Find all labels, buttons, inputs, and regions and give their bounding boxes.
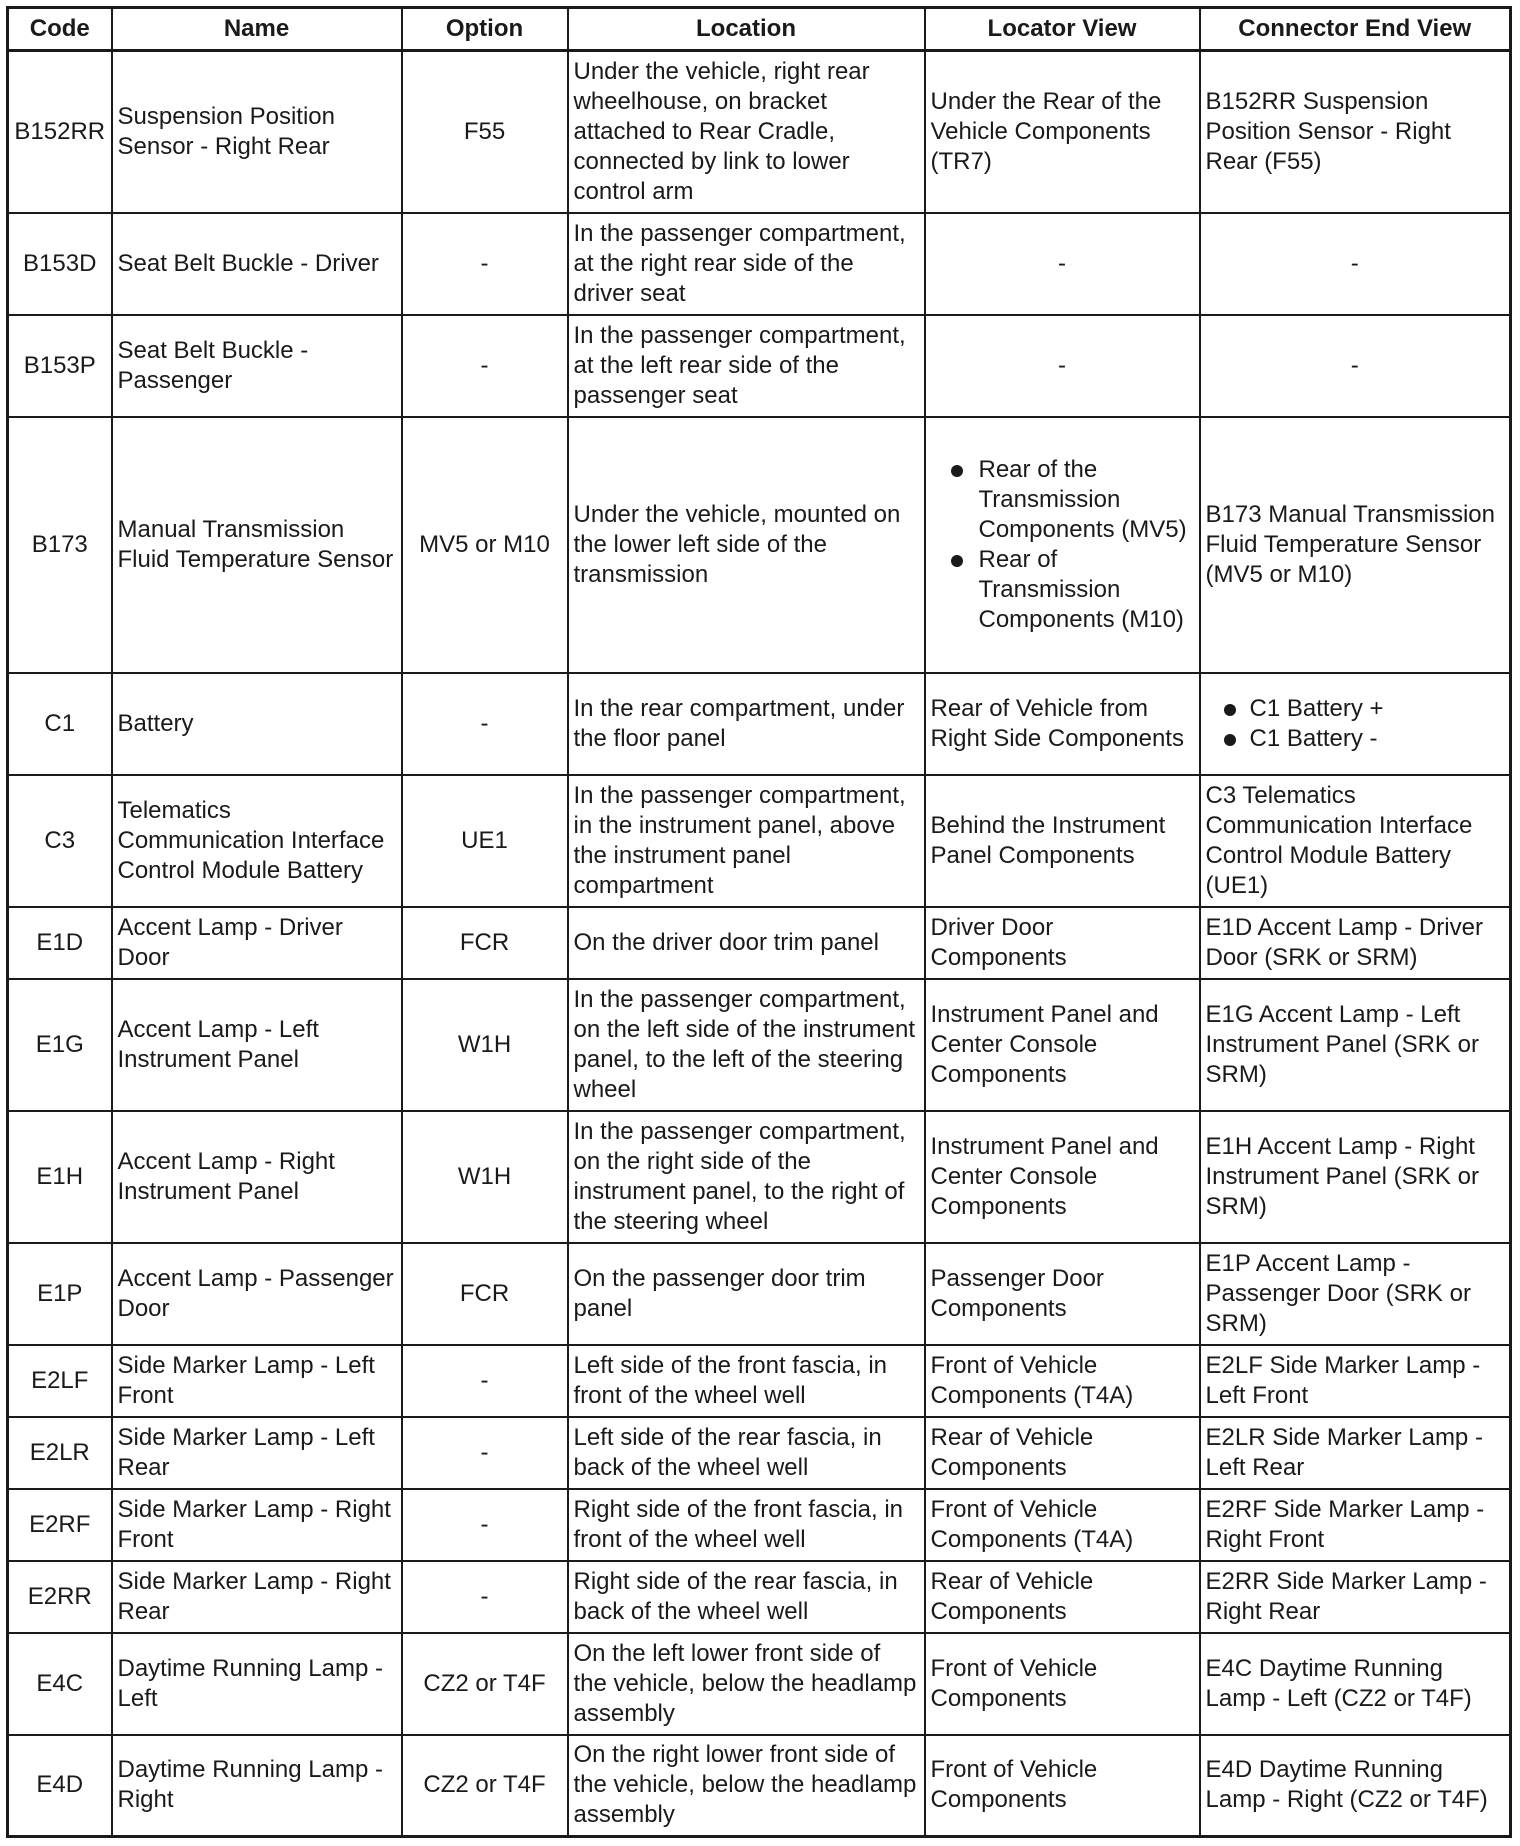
cell-locator-view	[925, 417, 1200, 673]
cell-name: Suspension Position Sensor - Right Rear	[112, 51, 402, 213]
cell-location: Right side of the rear fascia, in back of the wheel well	[568, 1561, 925, 1633]
list-item: C1 Battery -	[1206, 724, 1505, 754]
cell-name: Battery	[112, 673, 402, 775]
cell-option: MV5 or M10	[402, 417, 568, 673]
cell-location: Under the vehicle, right rear wheelhouse, on bracket attached to Rear Cradle, connected by link to lower control arm	[568, 51, 925, 213]
cell-code: B153D	[8, 213, 112, 315]
cell-locator-view: Front of Vehicle Components (T4A)	[925, 1345, 1200, 1417]
table-row	[8, 1735, 1511, 1837]
cell-locator-view: Passenger Door Components	[925, 1243, 1200, 1345]
table-row	[8, 1489, 1511, 1561]
cell-connector-end-view: E1G Accent Lamp - Left Instrument Panel (SRK or SRM)	[1200, 979, 1511, 1111]
cell-location: On the driver door trim panel	[568, 907, 925, 979]
cell-code: C3	[8, 775, 112, 907]
cell-option: F55	[402, 51, 568, 213]
cell-locator-view: Rear of Vehicle Components	[925, 1417, 1200, 1489]
cell-connector-end-view: -	[1200, 213, 1511, 315]
cell-location: Under the vehicle, mounted on the lower left side of the transmission	[568, 417, 925, 673]
cell-connector-end-view: E1H Accent Lamp - Right Instrument Panel (SRK or SRM)	[1200, 1111, 1511, 1243]
table-row	[8, 417, 1511, 673]
cell-locator-view: -	[925, 213, 1200, 315]
cell-option: CZ2 or T4F	[402, 1735, 568, 1837]
header-location: Location	[568, 8, 925, 51]
cell-code: E1H	[8, 1111, 112, 1243]
cell-option: -	[402, 1345, 568, 1417]
cell-connector-end-view: E1D Accent Lamp - Driver Door (SRK or SRM)	[1200, 907, 1511, 979]
cell-name: Seat Belt Buckle - Passenger	[112, 315, 402, 417]
cell-name: Manual Transmission Fluid Temperature Sensor	[112, 417, 402, 673]
header-locator-view: Locator View	[925, 8, 1200, 51]
connector-end-view-list	[1206, 694, 1505, 754]
cell-locator-view: Behind the Instrument Panel Components	[925, 775, 1200, 907]
cell-option: CZ2 or T4F	[402, 1633, 568, 1735]
table-row	[8, 1111, 1511, 1243]
cell-option: -	[402, 1489, 568, 1561]
cell-option: W1H	[402, 979, 568, 1111]
table-row	[8, 907, 1511, 979]
cell-code: E1D	[8, 907, 112, 979]
cell-code: B152RR	[8, 51, 112, 213]
cell-code: E2RR	[8, 1561, 112, 1633]
cell-name: Accent Lamp - Driver Door	[112, 907, 402, 979]
list-item: Rear of the Transmission Components (MV5)	[931, 455, 1194, 545]
cell-location: On the left lower front side of the vehicle, below the headlamp assembly	[568, 1633, 925, 1735]
cell-code: E2RF	[8, 1489, 112, 1561]
cell-code: E1G	[8, 979, 112, 1111]
cell-code: B173	[8, 417, 112, 673]
cell-location: In the passenger compartment, on the right side of the instrument panel, to the right of the steering wheel	[568, 1111, 925, 1243]
component-locator-table	[6, 6, 1512, 1838]
table-row	[8, 51, 1511, 213]
cell-connector-end-view: -	[1200, 315, 1511, 417]
cell-location: In the passenger compartment, in the instrument panel, above the instrument panel compartment	[568, 775, 925, 907]
cell-name: Accent Lamp - Right Instrument Panel	[112, 1111, 402, 1243]
cell-code: E2LF	[8, 1345, 112, 1417]
table-row	[8, 1633, 1511, 1735]
cell-option: -	[402, 673, 568, 775]
cell-code: E2LR	[8, 1417, 112, 1489]
table-row	[8, 213, 1511, 315]
cell-name: Side Marker Lamp - Right Front	[112, 1489, 402, 1561]
list-item: Rear of Transmission Components (M10)	[931, 545, 1194, 635]
header-connector-end-view: Connector End View	[1200, 8, 1511, 51]
cell-location: In the passenger compartment, on the left side of the instrument panel, to the left of the steering wheel	[568, 979, 925, 1111]
cell-connector-end-view: E2LR Side Marker Lamp - Left Rear	[1200, 1417, 1511, 1489]
table-row	[8, 673, 1511, 775]
cell-connector-end-view: B152RR Suspension Position Sensor - Right Rear (F55)	[1200, 51, 1511, 213]
cell-option: FCR	[402, 1243, 568, 1345]
cell-name: Side Marker Lamp - Right Rear	[112, 1561, 402, 1633]
cell-connector-end-view	[1200, 673, 1511, 775]
cell-connector-end-view: E4D Daytime Running Lamp - Right (CZ2 or T4F)	[1200, 1735, 1511, 1837]
table-row	[8, 775, 1511, 907]
cell-option: -	[402, 1417, 568, 1489]
cell-location: In the passenger compartment, at the left rear side of the passenger seat	[568, 315, 925, 417]
cell-code: C1	[8, 673, 112, 775]
cell-name: Seat Belt Buckle - Driver	[112, 213, 402, 315]
cell-location: On the right lower front side of the vehicle, below the headlamp assembly	[568, 1735, 925, 1837]
cell-locator-view: Instrument Panel and Center Console Components	[925, 979, 1200, 1111]
cell-location: Left side of the rear fascia, in back of the wheel well	[568, 1417, 925, 1489]
cell-locator-view: Rear of Vehicle Components	[925, 1561, 1200, 1633]
cell-name: Accent Lamp - Left Instrument Panel	[112, 979, 402, 1111]
cell-code: E4D	[8, 1735, 112, 1837]
cell-locator-view: Driver Door Components	[925, 907, 1200, 979]
cell-option: W1H	[402, 1111, 568, 1243]
cell-option: FCR	[402, 907, 568, 979]
cell-locator-view: Under the Rear of the Vehicle Components (TR7)	[925, 51, 1200, 213]
cell-connector-end-view: B173 Manual Transmission Fluid Temperature Sensor (MV5 or M10)	[1200, 417, 1511, 673]
cell-connector-end-view: E4C Daytime Running Lamp - Left (CZ2 or T4F)	[1200, 1633, 1511, 1735]
cell-name: Accent Lamp - Passenger Door	[112, 1243, 402, 1345]
cell-code: E4C	[8, 1633, 112, 1735]
cell-locator-view: Instrument Panel and Center Console Components	[925, 1111, 1200, 1243]
cell-name: Side Marker Lamp - Left Rear	[112, 1417, 402, 1489]
table-row	[8, 979, 1511, 1111]
cell-option: -	[402, 213, 568, 315]
cell-connector-end-view: E1P Accent Lamp - Passenger Door (SRK or SRM)	[1200, 1243, 1511, 1345]
cell-locator-view: Rear of Vehicle from Right Side Components	[925, 673, 1200, 775]
cell-code: B153P	[8, 315, 112, 417]
cell-connector-end-view: C3 Telematics Communication Interface Control Module Battery (UE1)	[1200, 775, 1511, 907]
cell-option: UE1	[402, 775, 568, 907]
cell-name: Daytime Running Lamp - Right	[112, 1735, 402, 1837]
cell-connector-end-view: E2RR Side Marker Lamp - Right Rear	[1200, 1561, 1511, 1633]
cell-locator-view: Front of Vehicle Components	[925, 1633, 1200, 1735]
header-name: Name	[112, 8, 402, 51]
cell-connector-end-view: E2LF Side Marker Lamp - Left Front	[1200, 1345, 1511, 1417]
cell-location: Right side of the front fascia, in front of the wheel well	[568, 1489, 925, 1561]
locator-view-list	[931, 455, 1194, 635]
cell-option: -	[402, 1561, 568, 1633]
cell-location: In the rear compartment, under the floor panel	[568, 673, 925, 775]
header-code: Code	[8, 8, 112, 51]
header-row	[8, 8, 1511, 51]
cell-name: Telematics Communication Interface Control Module Battery	[112, 775, 402, 907]
cell-locator-view: Front of Vehicle Components (T4A)	[925, 1489, 1200, 1561]
cell-option: -	[402, 315, 568, 417]
cell-name: Side Marker Lamp - Left Front	[112, 1345, 402, 1417]
table-row	[8, 315, 1511, 417]
list-item: C1 Battery +	[1206, 694, 1505, 724]
cell-name: Daytime Running Lamp - Left	[112, 1633, 402, 1735]
cell-connector-end-view: E2RF Side Marker Lamp - Right Front	[1200, 1489, 1511, 1561]
cell-location: Left side of the front fascia, in front of the wheel well	[568, 1345, 925, 1417]
cell-locator-view: -	[925, 315, 1200, 417]
cell-locator-view: Front of Vehicle Components	[925, 1735, 1200, 1837]
table-row	[8, 1561, 1511, 1633]
cell-location: On the passenger door trim panel	[568, 1243, 925, 1345]
header-option: Option	[402, 8, 568, 51]
table-row	[8, 1243, 1511, 1345]
cell-code: E1P	[8, 1243, 112, 1345]
component-locator-table-wrapper	[6, 6, 1512, 1838]
table-row	[8, 1417, 1511, 1489]
cell-location: In the passenger compartment, at the right rear side of the driver seat	[568, 213, 925, 315]
table-row	[8, 1345, 1511, 1417]
